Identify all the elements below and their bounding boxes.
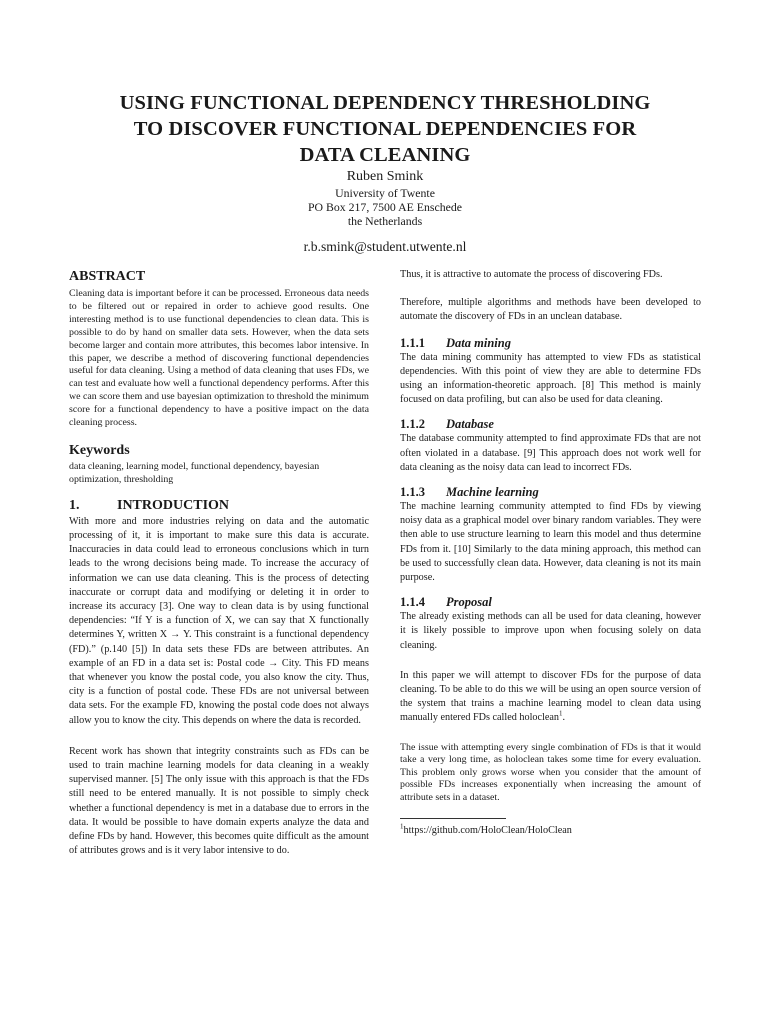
subsection-title: Proposal xyxy=(446,595,492,610)
author-name: Ruben Smink xyxy=(346,169,424,184)
proposal-text: In this paper we will attempt to discover FDs for the purpose of data cleaning. To be able to do this we will be using an open source version of the system that trains a machine learning model to clean data using manually entered FDs called holoclean xyxy=(400,669,701,724)
affiliation-line: the Netherlands xyxy=(347,214,423,228)
right-column xyxy=(400,268,701,838)
paper-title xyxy=(60,90,710,168)
subsection-number: 1.1.1 xyxy=(400,335,425,350)
affiliation-line: PO Box 217, 7500 AE Enschede xyxy=(307,200,462,214)
keywords-text: data cleaning, learning model, functional dependency, bayesian optimization, thresholding xyxy=(69,460,320,485)
proposal-paragraph: The issue with attempting every single combination of FDs is that it would take a very long time, as holoclean takes some time for every evaluation. This problem only grows worse when you consider that the amount of possible FDs increases exponentially when increasing the amount of attribute sets in a dataset. xyxy=(400,741,701,803)
keywords-heading: Keywords xyxy=(69,442,130,458)
subsection-number: 1.1.4 xyxy=(400,595,425,610)
abstract-heading: ABSTRACT xyxy=(69,269,146,284)
subsection-text: The already existing methods can all be used for data cleaning, however it is likely possible to improve upon when focusing solely on data cleaning. xyxy=(400,611,701,651)
subsection-heading xyxy=(400,484,701,500)
subsection-text: The data mining community has attempted to view FDs as statistical dependencies. With this point of view they are able to determine FDs using an information-theoretic approach. [8] This method is mainly focused on data profiling, but can also be used for data cleaning. xyxy=(400,351,701,406)
intro-paragraph: With more and more industries relying on data and the automatic processing of it, it is important to make sure this data is accurate. Inaccuracies in data could lead to erroneous conclusions which in turn leads to the wrong decisions being made. To increase the accuracy of information we can use data cleaning. This is the process of detecting inaccurate or corrupt data and modifying or deleting it in order to increase its accuracy [3]. One way to clean data is by using functional dependencies: “If Y is a function of X, we can say that X functionally determines Y, written X → Y. This constraint is a functional dependency (FD).” (p.140 [5]) In data sets these FDs are between attributes. An example of an FD in a data set is: Postal code → City. This FD means that whenever you know the postal code, you also know the city. Thus, city is a function of postal code. These FDs are not universal between data sets. For the example FD, knowing the postal code does not always allow you to know the city. This depends on where the data is recorded. xyxy=(69,515,369,726)
section-number: 1. xyxy=(69,497,80,513)
left-column xyxy=(69,268,369,858)
intro-paragraph: Therefore, multiple algorithms and methods have been developed to automate the discovery of FDs in an unclean database. xyxy=(400,297,701,323)
intro-paragraph: Recent work has shown that integrity constraints such as FDs can be used to train machine learning models for data cleaning in a weakly supervised manner. [5] The only issue with this approach is that the FDs still need to be entered manually. It is not possible to simply check whether a functional dependency is met in a database due to errors in the data. It would be possible to have domain experts analyze the data and define FDs by hand. However, this becomes quite difficult as the amount of attributes grows and is it very labor intensive to do. xyxy=(69,745,369,857)
footnote-mark: 1 xyxy=(558,710,563,719)
footnote xyxy=(400,824,701,838)
footnote-link[interactable]: https://github.com/HoloClean/HoloClean xyxy=(403,825,572,837)
subsection-title: Machine learning xyxy=(446,485,539,500)
proposal-text-end: . xyxy=(562,712,566,724)
author-block xyxy=(150,168,620,255)
subsection-text: The database community attempted to find approximate FDs that are not often violated in a database. [9] This approach does not work well for data cleaning as the noisy data can lead to incorrect FDs. xyxy=(400,433,701,473)
section-title: INTRODUCTION xyxy=(117,497,230,513)
subsection-heading xyxy=(400,594,701,610)
subsection-title: Database xyxy=(446,417,494,432)
subsection-number: 1.1.3 xyxy=(400,485,425,500)
proposal-paragraph xyxy=(400,669,701,726)
introduction-heading xyxy=(69,497,369,515)
author-email: r.b.smink@student.utwente.nl xyxy=(303,239,467,254)
title-line: TO DISCOVER FUNCTIONAL DEPENDENCIES FOR xyxy=(133,118,637,140)
affiliation-line: University of Twente xyxy=(335,186,435,200)
intro-paragraph: Thus, it is attractive to automate the process of discovering FDs. xyxy=(400,269,663,280)
subsection-title: Data mining xyxy=(446,335,511,350)
title-line: DATA CLEANING xyxy=(299,144,471,166)
footnote-divider xyxy=(400,818,506,819)
subsection-number: 1.1.2 xyxy=(400,417,425,432)
title-line: USING FUNCTIONAL DEPENDENCY THRESHOLDING xyxy=(119,92,651,114)
subsection-heading xyxy=(400,416,701,432)
footnote-number: 1 xyxy=(400,822,404,831)
subsection-text: The machine learning community attempted to find FDs by viewing noisy data as a graphical model over binary random variables. They were then able to use structure learning to learn this model and thus determine FDs from it. [10] Similarly to the data mining approach, this method can be used to successfully clean data. However, data cleaning is not its main purpose. xyxy=(400,501,701,584)
abstract-text: Cleaning data is important before it can be processed. Erroneous data needs to be filtered out or repaired in order to achieve good results. One interesting method is to use functional dependencies to clean data. This is possible to do by hand on smaller data sets. However, when the data sets become larger and contain more attributes, this becomes labor intensive. In this paper, we describe a method of discovering functional dependencies useful for data cleaning. Using a method of data cleaning that uses FDs, we can test and evaluate how well a functional dependency performs. After this we can score them and use bayesian optimization to threshold the minimum score for a functional dependency to have a positive impact on the data cleaning process. xyxy=(69,288,369,429)
subsection-heading xyxy=(400,335,701,351)
